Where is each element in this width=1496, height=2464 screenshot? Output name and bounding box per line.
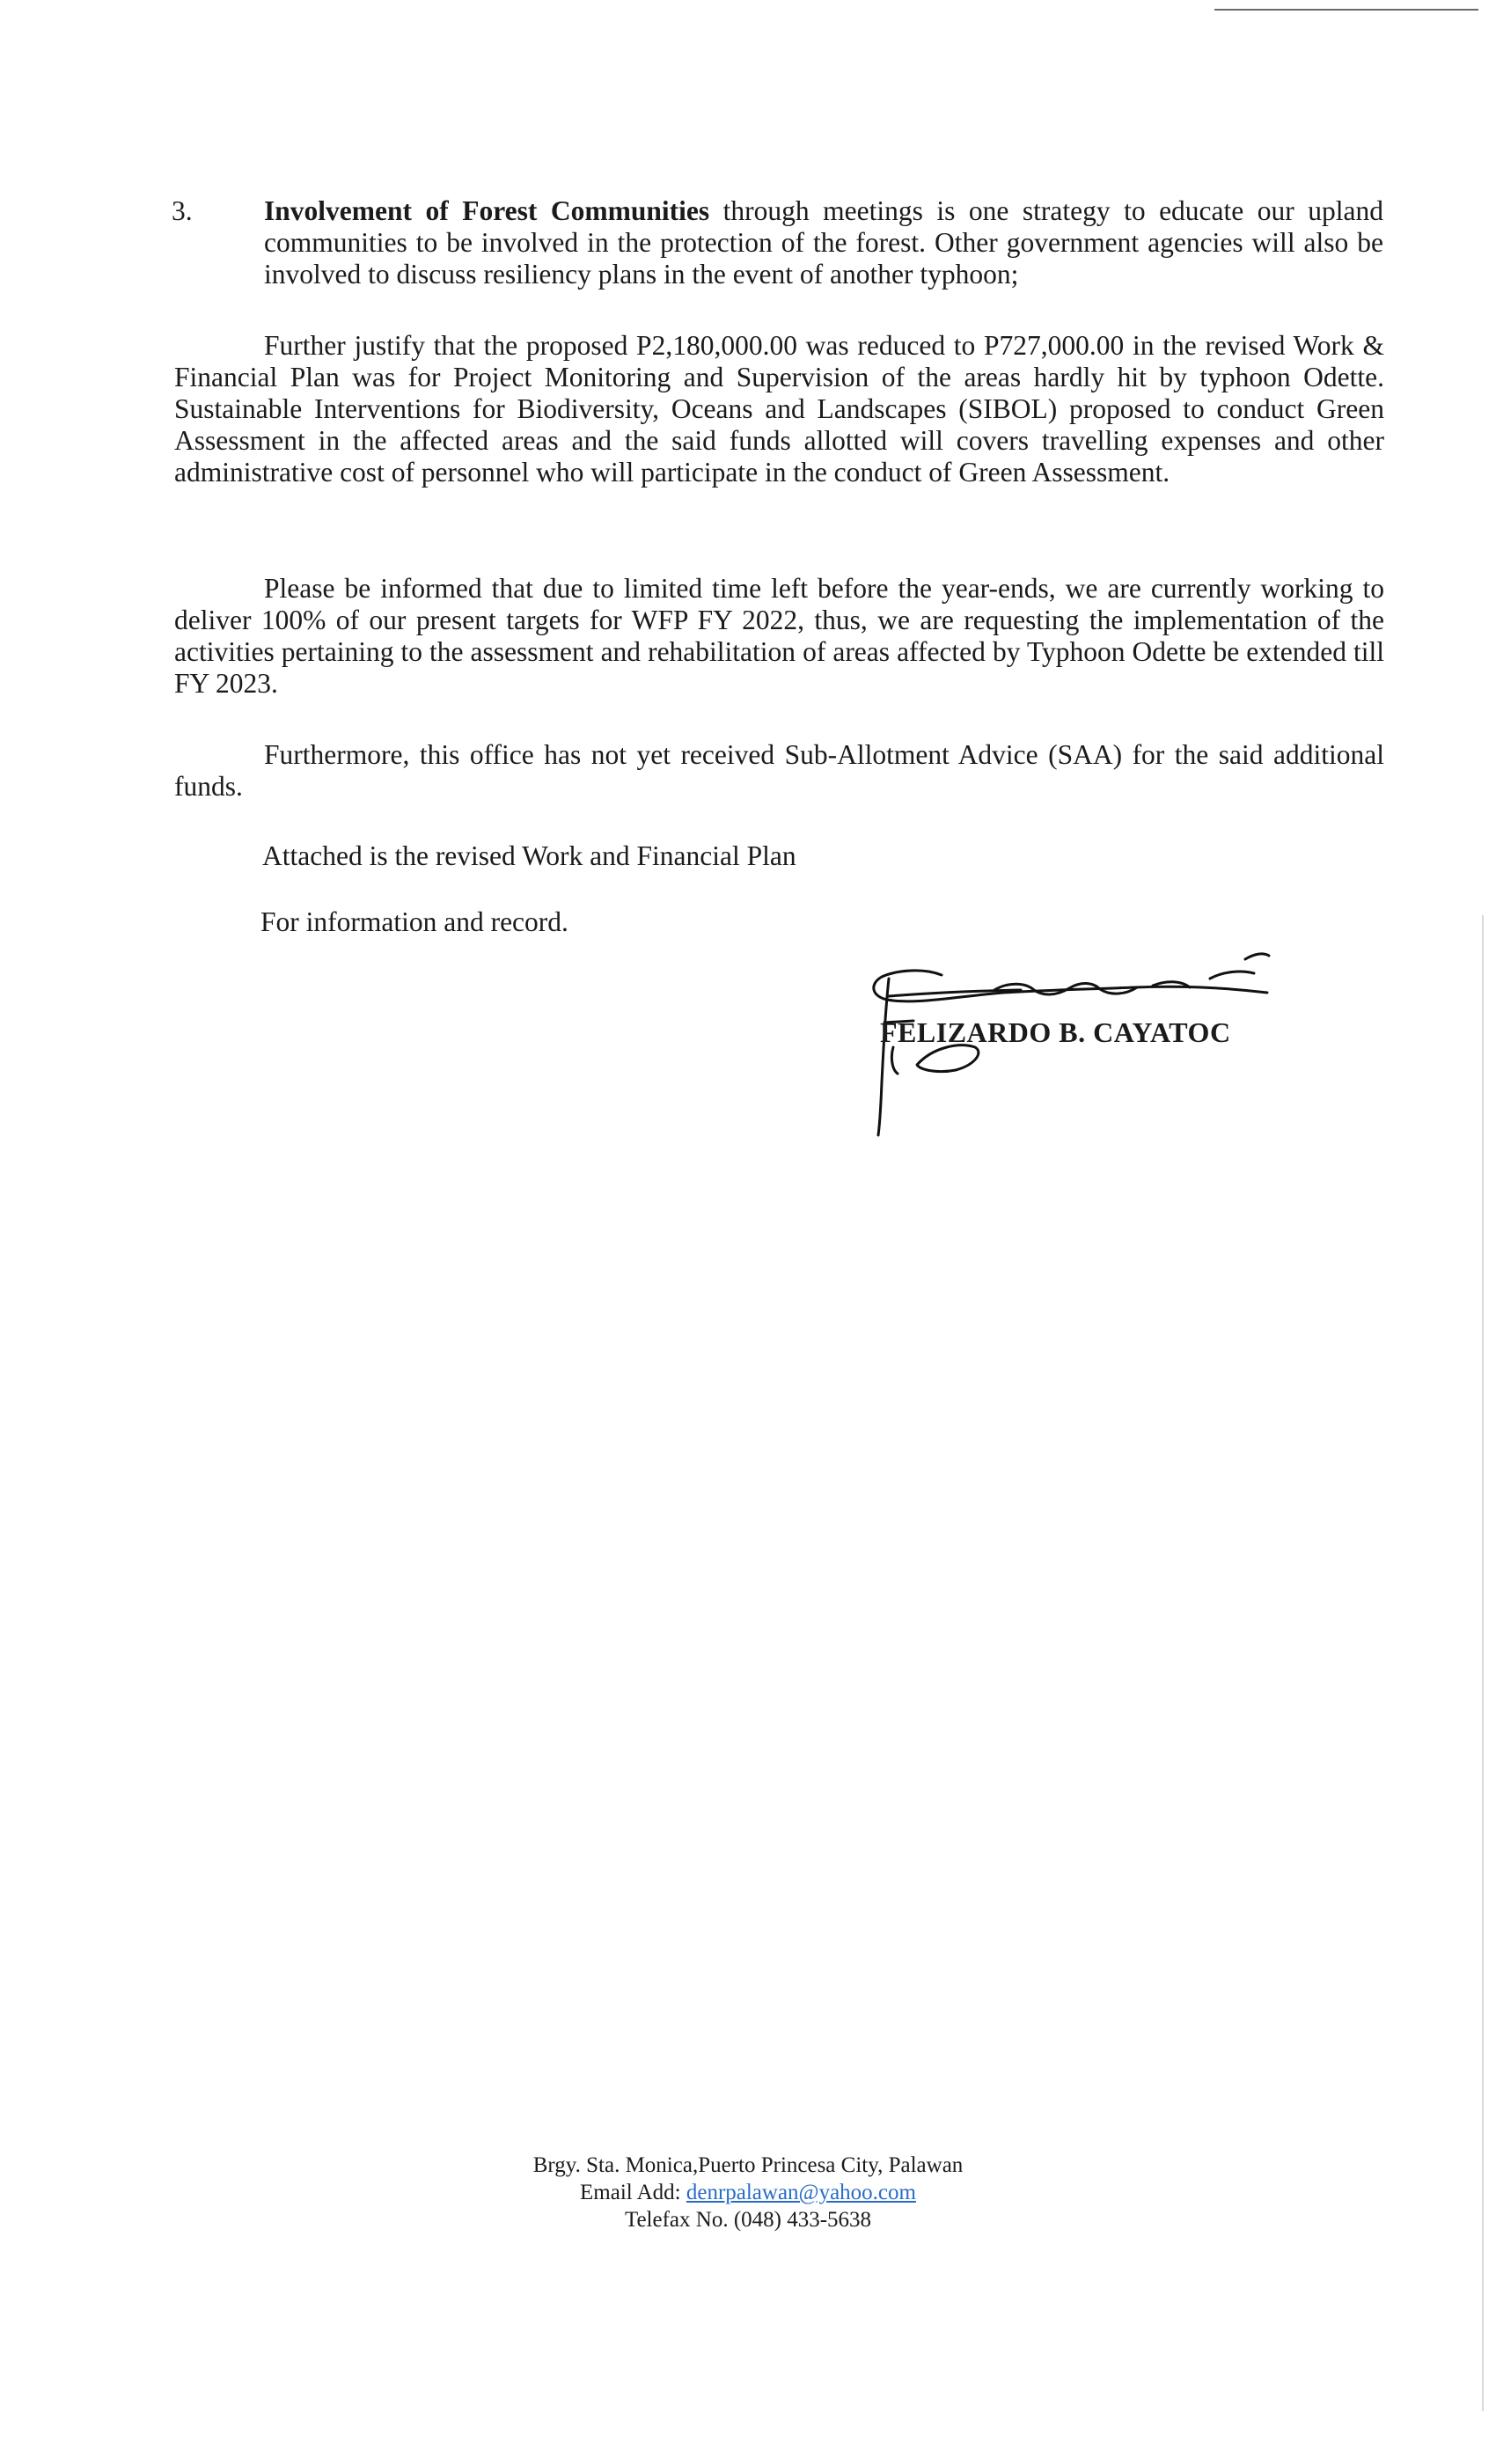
item-lead-bold: Involvement of Forest Communities xyxy=(264,195,710,226)
top-edge-rule xyxy=(1214,9,1478,11)
paragraph-justification: Further justify that the proposed P2,180,000.00 was reduced to P727,000.00 in the revised Work & Financial Plan was for Project Monitoring and Supervision of the areas hardly hit by typhoon Odette. Sustainable Interventions for Biodiversity, Oceans and Landscapes (SIBOL) proposed to conduct Green Assessment in the affected areas and the said funds allotted will covers travelling expenses and other administrative cost of personnel who will participate in the conduct of Green Assessment. xyxy=(174,330,1384,488)
paragraph-extension-request: Please be informed that due to limited time left before the year-ends, we are currently working to deliver 100% of our present targets for WFP FY 2022, thus, we are requesting the implementation of the activities pertaining to the assessment and rehabilitation of areas affected by Typhoon Odette be extended till FY 2023. xyxy=(174,573,1384,699)
numbered-item-3 xyxy=(172,195,1383,290)
footer-telefax: Telefax No. (048) 433-5638 xyxy=(624,2208,872,2232)
signatory-name: FELIZARDO B. CAYATOC xyxy=(880,1016,1231,1048)
footer-address: Brgy. Sta. Monica,Puerto Princesa City, Palawan xyxy=(532,2153,964,2177)
letterhead-footer xyxy=(0,2152,1496,2233)
paragraph-attachment-note: Attached is the revised Work and Financial Plan xyxy=(262,840,796,871)
item-body-text: through meetings is one strategy to educate our upland communities to be involved in the protection of the forest. Other government agencies will also be involved to discuss resiliency plans in the event of another typhoon; xyxy=(264,195,1383,290)
footer-email-link[interactable]: denrpalawan@yahoo.com xyxy=(686,2181,916,2204)
paragraph-saa-status: Furthermore, this office has not yet received Sub-Allotment Advice (SAA) for the said additional funds. xyxy=(174,739,1384,802)
paragraph-closing: For information and record. xyxy=(260,906,568,937)
footer-email-label: Email Add: xyxy=(580,2181,686,2204)
item-number: 3. xyxy=(172,195,193,226)
footer-email-line xyxy=(0,2179,1496,2206)
